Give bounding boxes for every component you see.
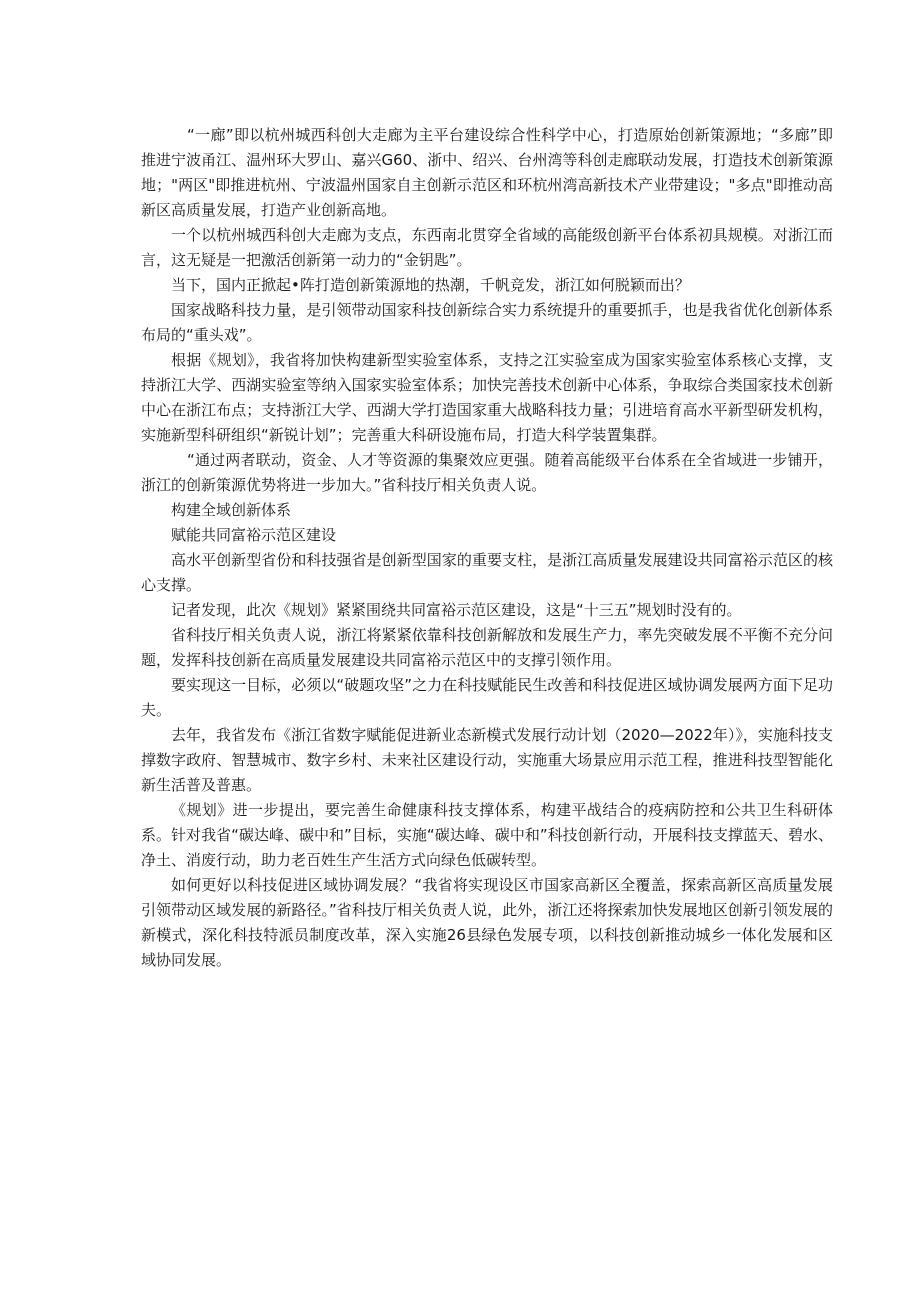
paragraph: 如何更好以科技促进区域协调发展？“我省将实现设区市国家高新区全覆盖，探索高新区高质量发展引领带动区域发展的新路径。”省科技厅相关负责人说，此外，浙江还将探索加快发展地区创新引领发展的新模式，深化科技特派员制度改革，深入实施26县绿色发展专项，以科技创新推动城乡一体化发展和区域协同发展。: [141, 876, 833, 969]
paragraph: 高水平创新型省份和科技强省是创新型国家的重要支柱，是浙江高质量发展建设共同富裕示范区的核心支撑。: [141, 551, 833, 594]
section-heading: 构建全域创新体系: [171, 501, 292, 519]
paragraph: 一个以杭州城西科创大走廊为支点，东西南北贯穿全省域的高能级创新平台体系初具规模。对浙江而言，这无疑是一把激活创新第一动力的“金钥匙”。: [141, 226, 833, 269]
paragraph: 根据《规划》，我省将加快构建新型实验室体系，支持之江实验室成为国家实验室体系核心支撑，支持浙江大学、西湖实验室等纳入国家实验室体系；加快完善技术创新中心体系，争取综合类国家技术创新中心在浙江布点；支持浙江大学、西湖大学打造国家重大战略科技力量；引进培育高水平新型研发机构，实施新型科研组织“新锐计划”；完善重大科研设施布局，打造大科学装置集群。: [141, 351, 833, 444]
paragraph: “通过两者联动，资金、人才等资源的集聚效应更强。随着高能级平台体系在全省域进一步铺开，浙江的创新策源优势将进一步加大。”省科技厅相关负责人说。: [141, 451, 833, 494]
paragraph: 省科技厅相关负责人说，浙江将紧紧依靠科技创新解放和发展生产力，率先突破发展不平衡不充分问题，发挥科技创新在高质量发展建设共同富裕示范区中的支撑引领作用。: [141, 626, 833, 669]
section-subheading: 赋能共同富裕示范区建设: [171, 526, 337, 544]
article-body: [141, 123, 833, 973]
paragraph: 去年，我省发布《浙江省数字赋能促进新业态新模式发展行动计划（2020—2022年）》，实施科技支撑数字政府、智慧城市、数字乡村、未来社区建设行动，实施重大场景应用示范工程，推进科技型智能化新生活普及普惠。: [141, 726, 833, 794]
paragraph: 记者发现，此次《规划》紧紧围绕共同富裕示范区建设，这是“十三五”规划时没有的。: [171, 601, 742, 619]
paragraph: 要实现这一目标，必须以“破题攻坚”之力在科技赋能民生改善和科技促进区域协调发展两方面下足功夫。: [141, 676, 833, 719]
paragraph: “一廊”即以杭州城西科创大走廊为主平台建设综合性科学中心，打造原始创新策源地；“多廊”即推进宁波甬江、温州环大罗山、嘉兴G60、浙中、绍兴、台州湾等科创走廊联动发展，打造技术创新策源地；"两区"即推进杭州、宁波温州国家自主创新示范区和环杭州湾高新技术产业带建设；"多点"即推动高新区高质量发展，打造产业创新高地。: [141, 126, 833, 219]
paragraph: 国家战略科技力量，是引领带动国家科技创新综合实力系统提升的重要抓手，也是我省优化创新体系布局的“重头戏”。: [141, 301, 833, 344]
paragraph: 《规划》进一步提出，要完善生命健康科技支撑体系，构建平战结合的疫病防控和公共卫生科研体系。针对我省“碳达峰、碳中和”目标，实施“碳达峰、碳中和”科技创新行动，开展科技支撑蓝天、碧水、净土、消废行动，助力老百姓生产生活方式向绿色低碳转型。: [141, 801, 833, 869]
paragraph: 当下，国内正掀起•阵打造创新策源地的热潮，千帆竞发，浙江如何脱颖而出？: [171, 276, 690, 294]
